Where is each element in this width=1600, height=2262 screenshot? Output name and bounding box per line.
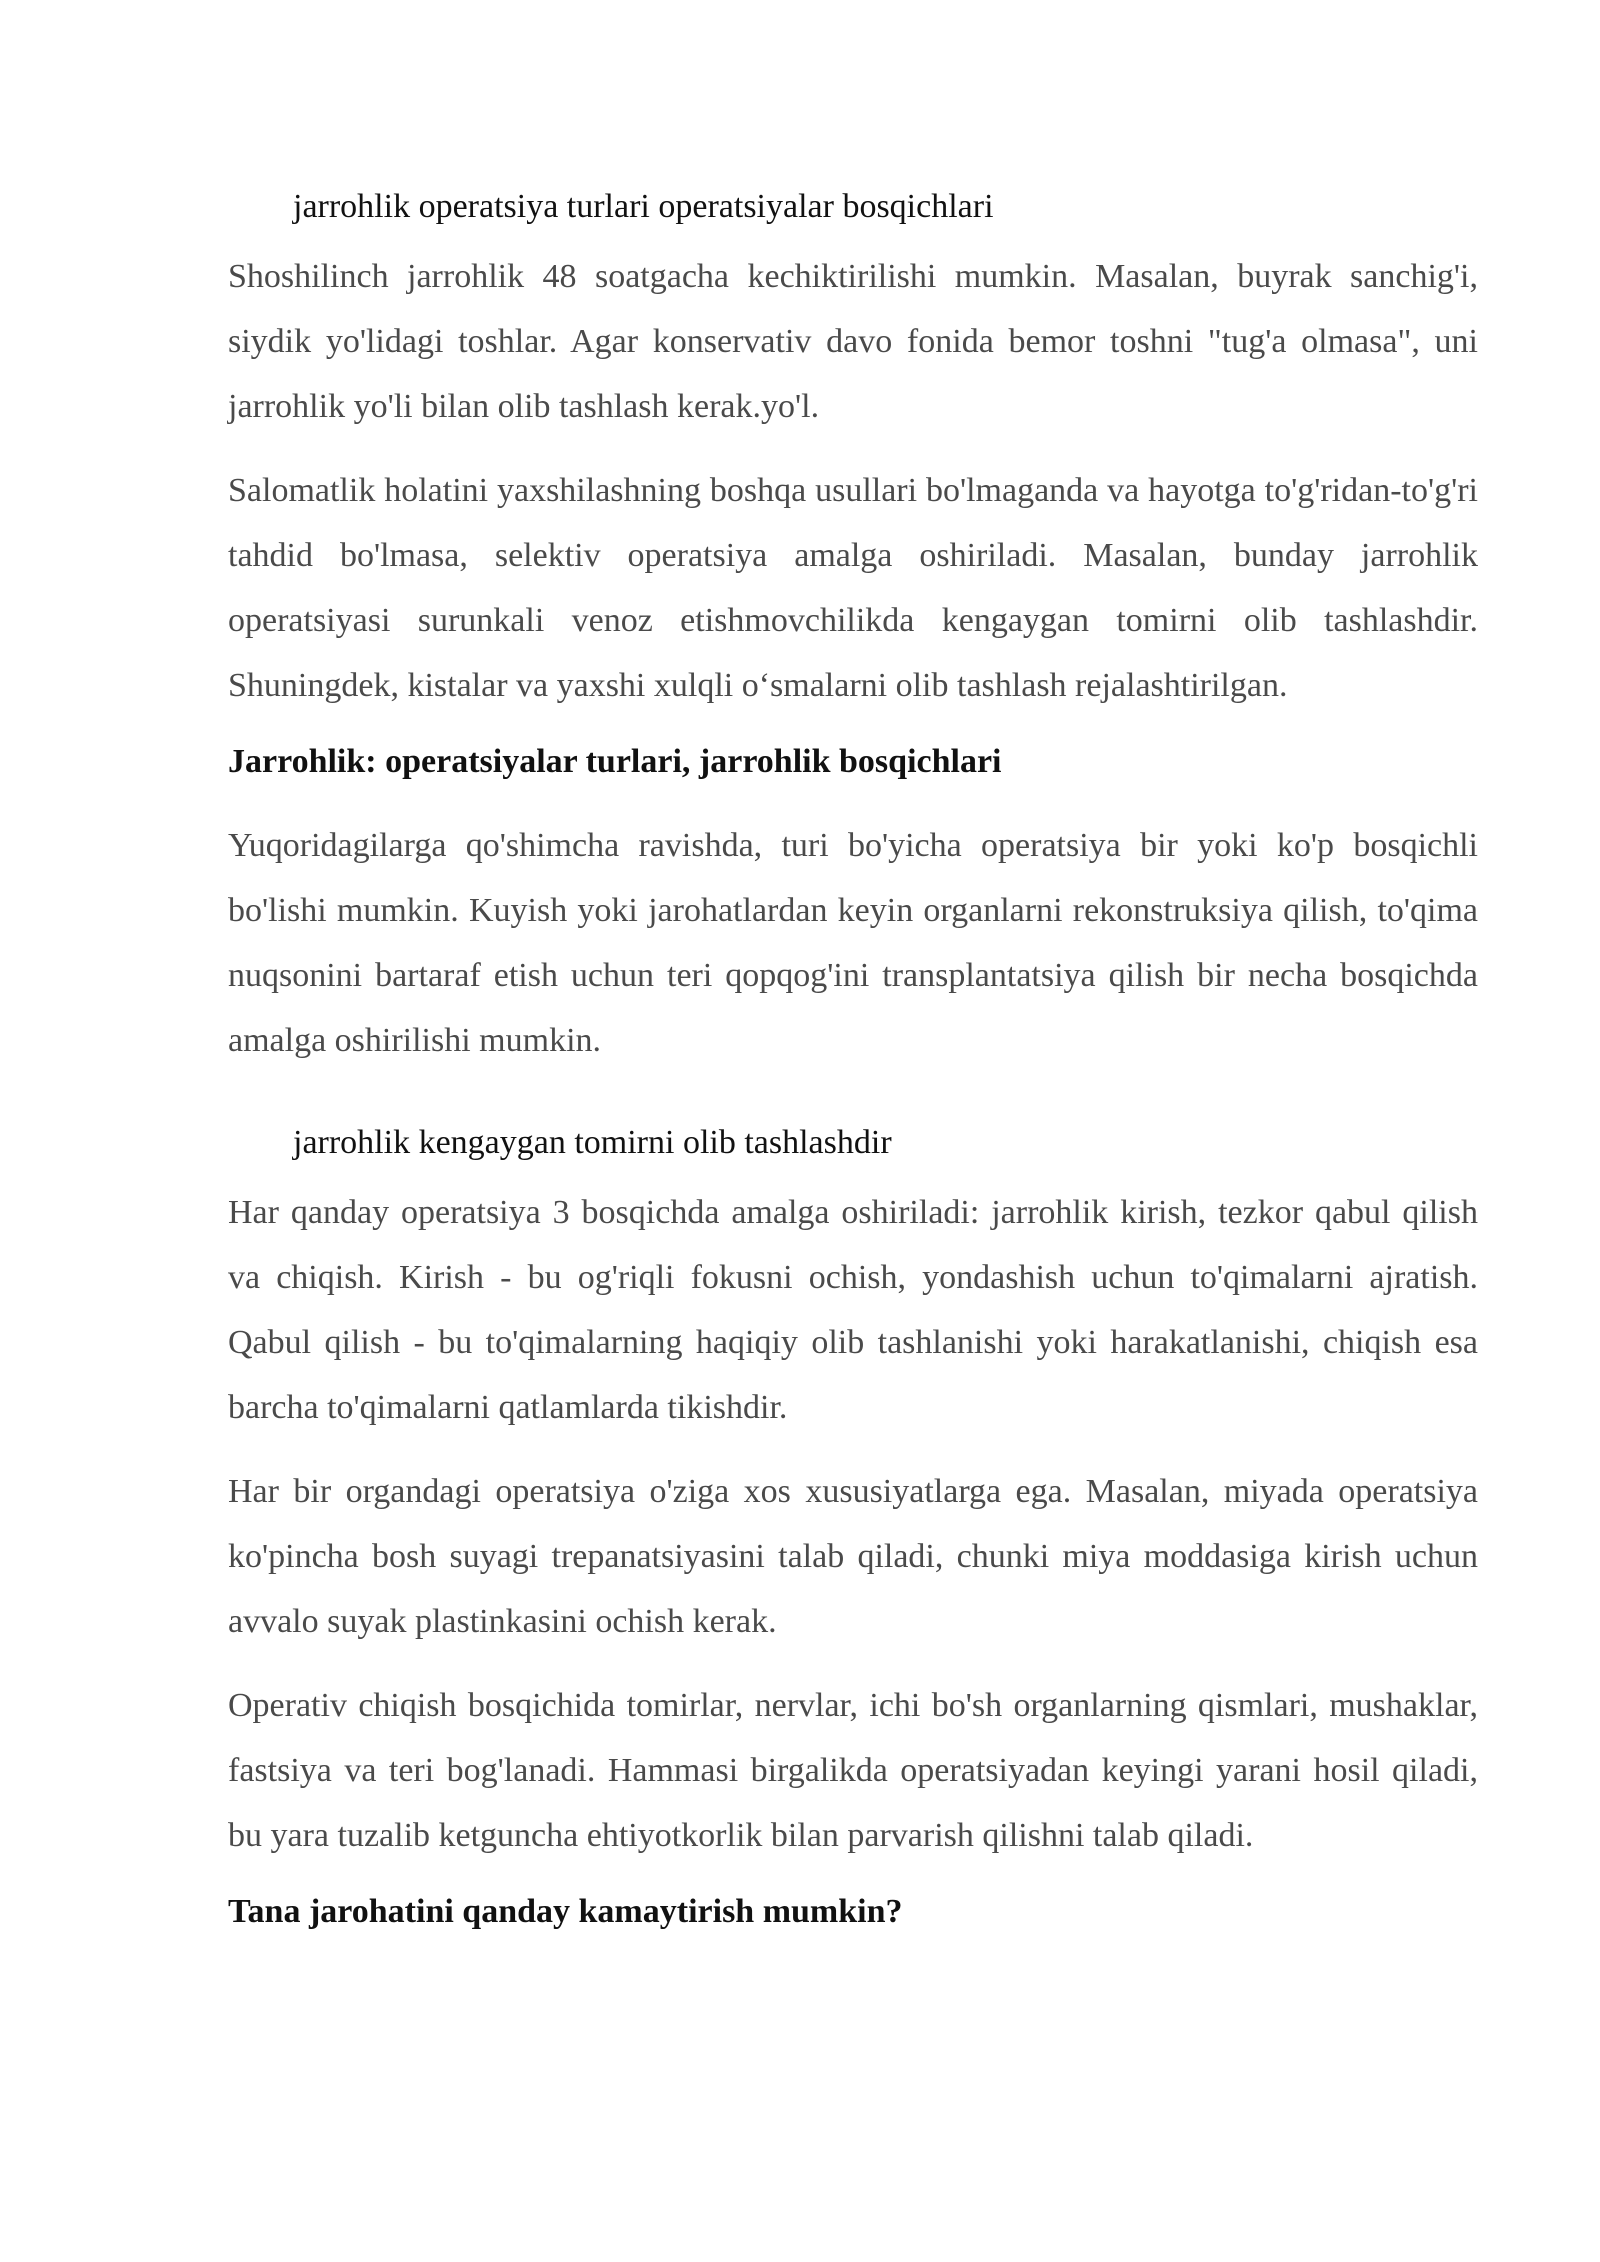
paragraph-multistage-operations: Yuqoridagilarga qo'shimcha ravishda, turi bo'yicha operatsiya bir yoki ko'p bosqichli bo'lishi mumkin. Kuyish yoki jarohatlardan keyin organlarni rekonstruksiya qilish, to'qima nuqsonini bartaraf etish uchun teri qopqog'ini transplantatsiya qilish bir necha bosqichda amalga oshirilishi mumkin. <box>228 827 1478 1059</box>
section-heading-operation-types: jarrohlik operatsiya turlari operatsiyalar bosqichlari <box>293 188 994 225</box>
bold-heading-reduce-trauma: Tana jarohatini qanday kamaytirish mumkin? <box>228 1893 903 1930</box>
paragraph-organ-specifics: Har bir organdagi operatsiya o'ziga xos xususiyatlarga ega. Masalan, miyada operatsiya ko'pincha bosh suyagi trepanatsiyasini talab qiladi, chunki miya moddasiga kirish uchun avvalo suyak plastinkasini ochish kerak. <box>228 1473 1478 1640</box>
document-page <box>228 182 1478 1963</box>
bold-heading-surgery-stages: Jarrohlik: operatsiyalar turlari, jarrohlik bosqichlari <box>228 743 1002 780</box>
paragraph-exit-stage: Operativ chiqish bosqichida tomirlar, nervlar, ichi bo'sh organlarning qismlari, mushaklar, fastsiya va teri bog'lanadi. Hammasi birgalikda operatsiyadan keyingi yarani hosil qiladi, bu yara tuzalib ketguncha ehtiyotkorlik bilan parvarish qilishni talab qiladi. <box>228 1687 1478 1854</box>
section-heading-vein-removal: jarrohlik kengaygan tomirni olib tashlashdir <box>293 1124 892 1161</box>
paragraph-elective-surgery: Salomatlik holatini yaxshilashning boshqa usullari bo'lmaganda va hayotga to'g'ridan-to'g'ri tahdid bo'lmasa, selektiv operatsiya amalga oshiriladi. Masalan, bunday jarrohlik operatsiyasi surunkali venoz etishmovchilikda kengaygan tomirni olib tashlashdir. Shuningdek, kistalar va yaxshi xulqli o‘smalarni olib tashlash rejalashtirilgan. <box>228 472 1478 704</box>
paragraph-emergency-surgery: Shoshilinch jarrohlik 48 soatgacha kechiktirilishi mumkin. Masalan, buyrak sanchig'i, siydik yo'lidagi toshlar. Agar konservativ davo fonida bemor toshni "tug'a olmasa", uni jarrohlik yo'li bilan olib tashlash kerak.yo'l. <box>228 258 1478 425</box>
paragraph-three-stages: Har qanday operatsiya 3 bosqichda amalga oshiriladi: jarrohlik kirish, tezkor qabul qilish va chiqish. Kirish - bu og'riqli fokusni ochish, yondashish uchun to'qimalarni ajratish. Qabul qilish - bu to'qimalarning haqiqiy olib tashlanishi yoki harakatlanishi, chiqish esa barcha to'qimalarni qatlamlarda tikishdir. <box>228 1194 1478 1426</box>
